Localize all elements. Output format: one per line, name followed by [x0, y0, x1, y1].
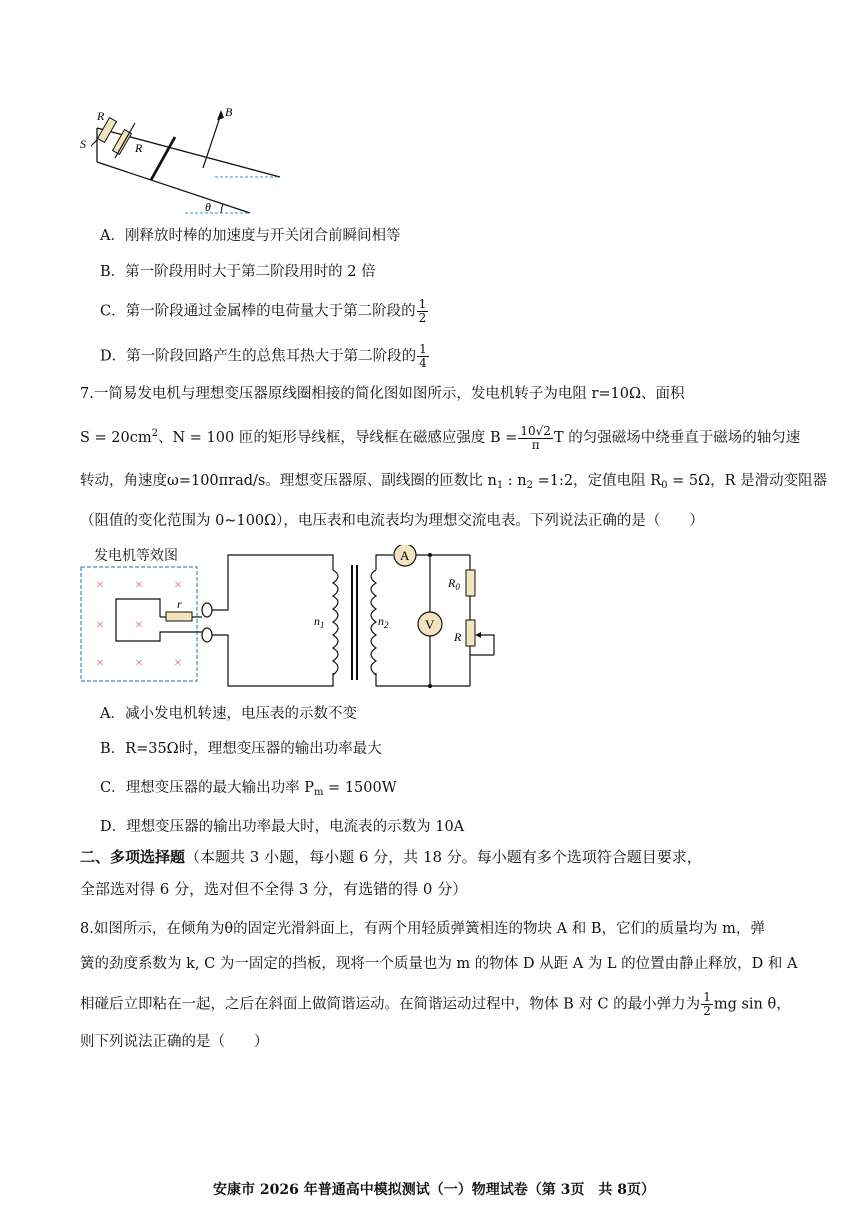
field-cross: ×: [174, 656, 182, 671]
label-r-rheostat: R: [454, 630, 462, 644]
q7-option-d: D．理想变压器的输出功率最大时，电流表的示数为 10A: [100, 819, 465, 835]
voltmeter-label: V: [425, 617, 435, 632]
q7-option-b: B．R=35Ω时，理想变压器的输出功率最大: [100, 741, 382, 757]
q7-option-a: A．减小发电机转速，电压表的示数不变: [100, 706, 357, 722]
ammeter-label: A: [400, 548, 410, 563]
fraction: $\frac{1}{2}$: [418, 297, 427, 325]
fraction: $\frac{10√2}{\pi}$: [520, 423, 551, 452]
q8-line-4: 则下列说法正确的是（ ）: [80, 1034, 269, 1050]
fraction: $\frac{1}{4}$: [419, 342, 427, 370]
field-cross: ×: [96, 656, 104, 671]
label-r2: R: [135, 141, 143, 155]
q7-line-4: （阻值的变化范围为 0~100Ω），电压表和电流表均为理想交流电表。下列说法正确的是（ ）: [80, 513, 704, 529]
q7-line-2: $S = 20cm^2$、N = 100 匝的矩形导线框，导线框在磁感应强度 B = $\frac{10√2}{\pi}$ T 的匀强磁场中绕垂直于磁场的轴匀速: [80, 423, 801, 452]
q6-option-d: D．第一阶段回路产生的总焦耳热大于第二阶段的 $\frac{1}{4}$: [100, 342, 427, 370]
page-footer: 安康市 2026 年普通高中模拟测试（一）物理试卷（第 3页 共 8页）: [213, 1182, 655, 1198]
field-cross: ×: [135, 656, 143, 671]
label-r-internal: r: [177, 597, 182, 611]
field-cross: ×: [96, 578, 104, 593]
label-n2: $n_2$: [378, 614, 389, 630]
label-theta: θ: [205, 200, 211, 214]
field-cross: ×: [135, 618, 143, 633]
q7-line-3: 转动，角速度ω=100πrad/s。理想变压器原、副线圈的匝数比 $n_1$ : $n_2$ =1:2，定值电阻 $R_0 = 5\Omega$，R 是滑动变阻器: [80, 473, 828, 491]
q7-line-1: 7.一简易发电机与理想变压器原线圈相接的简化图如图所示，发电机转子为电阻 r=10Ω、面积: [80, 386, 685, 402]
label-b: B: [225, 105, 233, 119]
q8-line-3: 相碰后立即粘在一起，之后在斜面上做简谐运动。在简谐运动过程中，物体 B 对 C 的最小弹力为 $\frac{1}{2}$ mg sin θ，: [80, 990, 791, 1018]
q8-line-2: 簧的劲度系数为 k, C 为一固定的挡板，现将一个质量也为 m 的物体 D 从距 A 为 L 的位置由静止释放，D 和 A: [80, 956, 798, 972]
field-cross: ×: [135, 578, 143, 593]
field-cross: ×: [174, 578, 182, 593]
q6-option-a: A．刚释放时棒的加速度与开关闭合前瞬间相等: [100, 228, 401, 244]
label-r0: $R_0$: [448, 576, 460, 592]
fraction: $\frac{1}{2}$: [703, 990, 711, 1018]
q7-circuit-figure: [78, 545, 508, 690]
label-s: S: [80, 137, 86, 151]
generator-figure-title: 发电机等效图: [94, 548, 178, 564]
section-2-header: 二、多项选择题（本题共 3 小题，每小题 6 分，共 18 分。每小题有多个选项符合题目要求，: [80, 848, 702, 866]
label-n1: $n_1$: [314, 614, 325, 630]
q8-line-1: 8.如图所示，在倾角为θ的固定光滑斜面上，有两个用轻质弹簧相连的物块 A 和 B，它们的质量均为 m，弹: [80, 921, 765, 937]
q6-option-c: C．第一阶段通过金属棒的电荷量大于第二阶段的 $\frac{1}{2}$: [100, 297, 427, 325]
q6-incline-figure: [75, 100, 295, 220]
q6-option-b: B．第一阶段用时大于第二阶段用时的 2 倍: [100, 264, 376, 280]
field-cross: ×: [96, 618, 104, 633]
q7-option-c: C．理想变压器的最大输出功率 $P_m = 1500W$: [100, 780, 397, 798]
label-r1: R: [97, 109, 105, 123]
section-2-desc: 全部选对得 6 分，选对但不全得 3 分，有选错的得 0 分）: [80, 880, 468, 898]
